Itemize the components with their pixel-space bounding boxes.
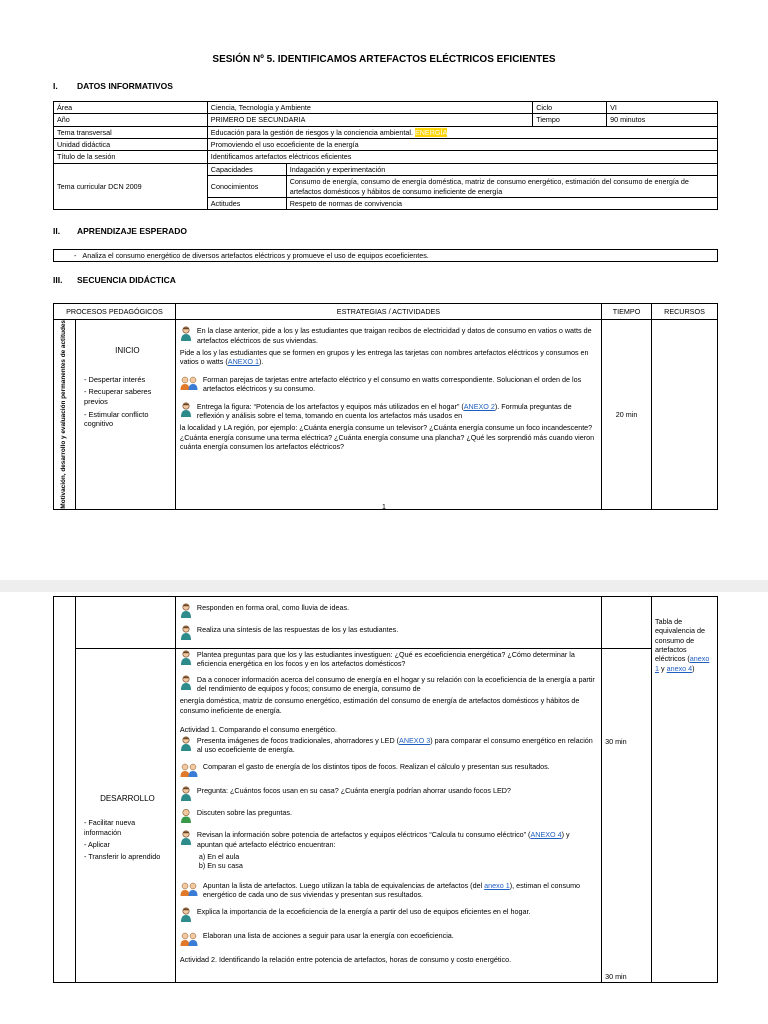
proceso-item: - Estimular conflicto cognitivo — [83, 409, 149, 429]
unidad-value: Promoviendo el uso ecoeficiente de la energía — [207, 139, 717, 151]
teacher-icon — [180, 830, 192, 846]
desarrollo-activity-1: Plantea preguntas para que los y las estudiantes investiguen: ¿Qué es ecoeficiencia energética? ¿Cómo determinar la eficiencia energética en los focos y en los artefactos domésticos? — [196, 650, 575, 669]
area-value: Ciencia, Tecnología y Ambiente — [207, 102, 532, 114]
capacidades-label: Capacidades — [207, 163, 286, 175]
proceso-item: - Facilitar nueva información — [83, 818, 136, 837]
tema-label: Tema transversal — [54, 126, 208, 138]
student-icon — [180, 808, 192, 824]
tiempo-label: Tiempo — [533, 114, 607, 126]
conocimientos-label: Conocimientos — [207, 176, 286, 198]
teacher-icon — [180, 603, 192, 619]
inicio-activity-3-cont: la localidad y LA región, por ejemplo: ¿Cuánta energía consume un televisor? ¿Cuánta energía consume un foco incandescente? ¿Cuánta energía consume una terma eléctrica? ¿Cuánta energía consume una plancha? ¿Qué les sorprendió más cuando vieron cuánta energía consumen los artefactos eléctricos? — [179, 423, 595, 451]
desarrollo-activity-10: Elaboran una lista de acciones a seguir para usar la energía con ecoeficiencia. — [202, 931, 454, 941]
actitudes-label: Actitudes — [207, 197, 286, 209]
anexo-3-link[interactable]: ANEXO 3 — [399, 735, 431, 745]
anexo-1-link[interactable]: anexo 1 — [655, 654, 710, 673]
tiempo-value: 90 minutos — [607, 114, 718, 126]
section-heading-3: III. SECUENCIA DIDÁCTICA — [53, 275, 176, 285]
header-procesos: PROCESOS PEDAGÓGICOS — [54, 304, 176, 320]
anexo-4-link[interactable]: anexo 4 — [666, 663, 693, 673]
inicio-tiempo: 20 min — [602, 320, 652, 510]
lugares-list — [180, 852, 597, 871]
desarrollo-procesos-list — [84, 818, 171, 861]
inicio-activity-1b: Pide a los y las estudiantes que se formen en grupos y les entrega las tarjetas con nombres artefactos eléctricos y consumos en vatios o watts (ANEXO 1). — [179, 348, 589, 367]
header-recursos: RECURSOS — [652, 304, 718, 320]
tema-value: Educación para la gestión de riesgos y la conciencia ambiental. ENERGÍA — [207, 126, 717, 138]
tema-highlight: ENERGÍA — [414, 127, 448, 137]
proceso-item: - Despertar interés — [83, 374, 146, 384]
section-heading-2: II. APRENDIZAJE ESPERADO — [53, 226, 188, 236]
secuencia-table — [53, 303, 718, 510]
actitudes-value: Respeto de normas de convivencia — [286, 197, 717, 209]
actividad-2-title: Actividad 2. Identificando la relación entre potencia de artefactos, horas de consumo y costo energético. — [179, 955, 512, 965]
p2-activity-1: Responden en forma oral, como lluvia de ideas. — [196, 603, 350, 612]
students-icon — [180, 931, 198, 947]
desarrollo-tiempo-2: 30 min — [605, 972, 627, 982]
proceso-item: - Transferir lo aprendido — [83, 852, 161, 862]
anexo-2-link[interactable]: ANEXO 2 — [463, 401, 495, 411]
ciclo-value: VI — [607, 102, 718, 114]
students-icon — [180, 762, 198, 778]
anio-value: PRIMERO DE SECUNDARIA — [207, 114, 532, 126]
page-gap — [0, 580, 768, 592]
curricular-label: Tema curricular DCN 2009 — [54, 163, 208, 209]
vertical-label: Motivación, desarrollo y evaluación permanentes de actitudes — [60, 320, 68, 509]
desarrollo-activity-5: Pregunta: ¿Cuántos focos usan en su casa? ¿Cuánta energía podrían ahorrar usando focos LED? — [196, 786, 511, 796]
titulo-value: Identificamos artefactos eléctricos eficientes — [207, 151, 717, 163]
teacher-icon — [180, 786, 192, 802]
students-icon — [180, 881, 198, 897]
inicio-title: INICIO — [115, 346, 140, 356]
desarrollo-activity-9: Explica la importancia de la ecoeficiencia de la energía a partir del uso de equipos eficientes en el hogar. — [196, 907, 531, 917]
inicio-activity-1: En la clase anterior, pide a los y las estudiantes que traigan recibos de electricidad y datos de consumo en vatios o watts de artefactos eléctricos de sus viviendas. — [196, 326, 592, 345]
area-label: Área — [54, 102, 208, 114]
p2-recursos: Tabla de equivalencia de consumo de artefactos eléctricos (anexo 1 y anexo 4) — [652, 597, 718, 983]
desarrollo-activity-7: Revisan la información sobre potencia de artefactos y equipos eléctricos “Calcula tu consumo eléctrico” (ANEXO 4) y apuntan qué artefacto eléctrico encuentran: — [196, 830, 570, 849]
desarrollo-tiempo-1: 30 min — [605, 737, 627, 746]
desarrollo-activity-4: Comparan el gasto de energía de los distintos tipos de focos. Realizan el cálculo y presentan sus resultados. — [202, 762, 550, 772]
inicio-activity-2: Forman parejas de tarjetas entre artefacto eléctrico y el consumo en watts correspondiente. Solucionan el orden de los artefactos eléctricos y su consumo. — [202, 374, 582, 394]
page-2 — [0, 592, 768, 1024]
inicio-activity-3: Entrega la figura: “Potencia de los artefactos y equipos más utilizados en el hogar” (ANEXO 2). Formula preguntas de reflexión y análisis sobre el tema, tomando en cuenta los artefactos más usados en — [196, 401, 572, 420]
anexo-1-link[interactable]: ANEXO 1 — [227, 357, 259, 367]
desarrollo-activity-6: Discuten sobre las preguntas. — [196, 808, 292, 818]
document-title: SESIÓN Nº 5. IDENTIFICAMOS ARTEFACTOS ELÉCTRICOS EFICIENTES — [212, 54, 556, 65]
teacher-icon — [180, 402, 192, 418]
teacher-icon — [180, 625, 192, 641]
desarrollo-activity-2-cont: energía doméstica, matriz de consumo energético, estimación del consumo de energía de artefactos domésticos y hábitos de consumo ineficiente de energía. — [179, 696, 580, 715]
anexo-4-link[interactable]: ANEXO 4 — [530, 830, 562, 840]
section-heading-1: I. DATOS INFORMATIVOS — [53, 81, 173, 91]
inicio-recursos — [652, 320, 718, 510]
unidad-label: Unidad didáctica — [54, 139, 208, 151]
desarrollo-activity-3: Presenta imágenes de focos tradicionales, ahorradores y LED (ANEXO 3) para comparar el consumo energético en relación al uso ecoeficiente de energía. — [196, 735, 593, 754]
aprendizaje-text: Analiza el consumo energético de diversos artefactos eléctricos y promueve el uso de equipos ecoeficientes. — [82, 251, 429, 260]
desarrollo-activity-8: Apuntan la lista de artefactos. Luego utilizan la tabla de equivalencias de artefactos (del anexo 1), estiman el consumo energético de cada uno de sus viviendas y presentan sus resultados. — [202, 880, 581, 900]
desarrollo-table — [53, 596, 718, 983]
anexo-1-link[interactable]: anexo 1 — [484, 880, 510, 890]
inicio-procesos-list — [84, 375, 171, 429]
lugar-item: b) En su casa — [198, 861, 243, 871]
desarrollo-activity-2: Da a conocer información acerca del consumo de energía en el hogar y su relación con la ecoeficiencia de la energía a partir del rendimiento de equipos y focos; consumo de energía, consumo de — [196, 674, 595, 694]
teacher-icon — [180, 907, 192, 923]
lugar-item: a) En el aula — [198, 851, 240, 861]
desarrollo-title: DESARROLLO — [100, 794, 155, 803]
ciclo-label: Ciclo — [533, 102, 607, 114]
header-estrategias: ESTRATEGIAS / ACTIVIDADES — [175, 304, 601, 320]
actividad-1-title: Actividad 1. Comparando el consumo energético. — [179, 725, 337, 735]
teacher-icon — [180, 736, 192, 752]
proceso-item: - Aplicar — [83, 840, 110, 850]
proceso-item: - Recuperar saberes previos — [83, 387, 152, 406]
teacher-icon — [180, 326, 192, 342]
titulo-label: Título de la sesión — [54, 151, 208, 163]
header-tiempo: TIEMPO — [602, 304, 652, 320]
aprendizaje-bullet: - — [74, 251, 77, 260]
p2-activity-2: Realiza una síntesis de las respuestas de los y las estudiantes. — [196, 625, 399, 634]
page-number: 1 — [382, 504, 386, 511]
capacidades-value: Indagación y experimentación — [286, 163, 717, 175]
anio-label: Año — [54, 114, 208, 126]
students-icon — [180, 375, 198, 391]
teacher-icon — [180, 675, 192, 691]
teacher-icon — [180, 650, 192, 666]
aprendizaje-table — [53, 249, 718, 262]
datos-informativos-table — [53, 101, 718, 210]
conocimientos-value: Consumo de energía, consumo de energía doméstica, matriz de consumo energético, estimación del consumo de energía de artefactos domésticos y hábitos de consumo ineficiente de energía — [286, 176, 717, 198]
